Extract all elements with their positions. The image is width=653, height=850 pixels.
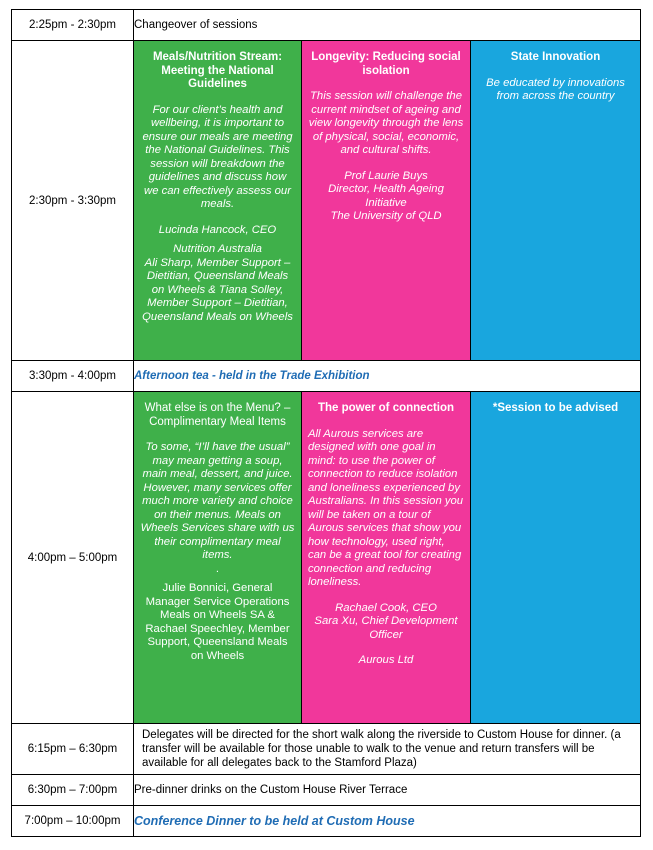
- session-longevity: [302, 41, 471, 361]
- session-complimentary-meals: [134, 392, 302, 724]
- session-speaker: Ali Sharp, Member Support – Dietitian, Queensland Meals on Wheels & Tiana Solley, Member Support – Dietitian, Queensland Meals on Wheels: [142, 256, 293, 323]
- row-session-1: [12, 41, 641, 361]
- session-speaker: The University of QLD: [330, 210, 442, 222]
- session-title: Longevity: Reducing social isolation: [311, 51, 461, 77]
- time-cell: 7:00pm – 10:00pm: [12, 806, 134, 837]
- session-title: The power of connection: [317, 402, 455, 414]
- session-to-be-advised: [471, 392, 641, 724]
- session-speaker: Rachael Cook, CEO: [335, 601, 437, 614]
- row-drinks: [12, 775, 641, 806]
- dinner-text: Conference Dinner to be held at Custom House: [134, 806, 641, 837]
- session-speaker: Sara Xu, Chief Development Officer: [314, 615, 458, 641]
- row-changeover: [12, 10, 641, 41]
- session-description: All Aurous services are designed with one goal in mind: to use the power of connection to reduce isolation and loneliness experienced by Australians. In this session you will be taken on a tour of Aurous services that show you how technology, used right, can be a great tool for creating connection and reducing loneliness.: [308, 427, 464, 588]
- afternoon-tea-text: Afternoon tea - held in the Trade Exhibition: [134, 361, 641, 392]
- session-title: What else is on the Menu? – Complimentary Meal Items: [144, 402, 291, 428]
- row-walk: [12, 724, 641, 775]
- time-cell: 2:30pm - 3:30pm: [12, 41, 134, 361]
- session-meals-nutrition: [134, 41, 302, 361]
- row-afternoon-tea: [12, 361, 641, 392]
- session-power-of-connection: [302, 392, 471, 724]
- session-speaker: Lucinda Hancock, CEO: [158, 223, 277, 236]
- session-speaker: Nutrition Australia: [173, 243, 262, 255]
- session-title: Meals/Nutrition Stream: Meeting the National Guidelines: [152, 51, 283, 90]
- session-description: For our client’s health and wellbeing, it is important to ensure our meals are meeting the National Guidelines. This session will breakdown the guidelines and discuss how we can effectively assess our meals.: [142, 103, 293, 210]
- session-description: To some, “I’ll have the usual” may mean getting a soup, main meal, dessert, and juice. However, many services offer much more variety and choice on their menus. Meals on Wheels Services share with us their complimentary meal items.: [140, 441, 295, 561]
- time-cell: 6:15pm – 6:30pm: [12, 724, 134, 775]
- session-speaker: Aurous Ltd: [358, 654, 414, 666]
- row-session-2: [12, 392, 641, 724]
- time-cell: 2:25pm - 2:30pm: [12, 10, 134, 41]
- schedule-table: [11, 9, 641, 837]
- time-cell: 4:00pm – 5:00pm: [12, 392, 134, 724]
- time-cell: 3:30pm - 4:00pm: [12, 361, 134, 392]
- session-speaker: Julie Bonnici, General Manager Service Operations Meals on Wheels SA & Rachael Speechley, Member Support, Queensland Meals on Wheels: [145, 582, 290, 662]
- session-title: *Session to be advised: [492, 402, 619, 414]
- row-dinner: [12, 806, 641, 837]
- divider-dot: .: [215, 562, 220, 575]
- session-title: State Innovation: [510, 51, 601, 63]
- drinks-text: Pre-dinner drinks on the Custom House River Terrace: [134, 775, 641, 806]
- changeover-text: Changeover of sessions: [134, 10, 641, 41]
- session-speaker: Director, Health Ageing Initiative: [328, 183, 444, 209]
- session-description: Be educated by innovations from across the country: [486, 76, 625, 102]
- session-description: This session will challenge the current mindset of ageing and view longevity through the lens of physical, social, economic, and cultural shifts.: [308, 90, 464, 156]
- time-cell: 6:30pm – 7:00pm: [12, 775, 134, 806]
- walk-text: Delegates will be directed for the short walk along the riverside to Custom House for dinner. (a transfer will be available for those unable to walk to the venue and return transfers will be available for all delegates back to the Stamford Plaza): [134, 724, 641, 775]
- session-speaker: Prof Laurie Buys: [344, 169, 428, 182]
- session-state-innovation: [471, 41, 641, 361]
